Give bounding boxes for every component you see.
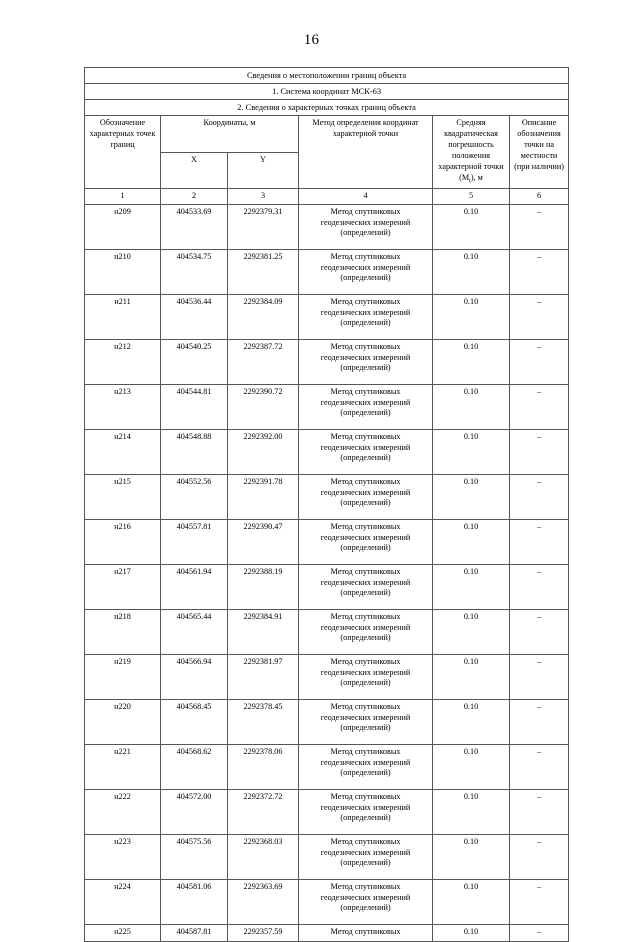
column-number-2: 2 bbox=[161, 188, 228, 204]
method-line-2: геодезических измерений bbox=[320, 847, 411, 857]
cell-mean-square-error: 0.10 bbox=[433, 654, 510, 699]
table-row bbox=[85, 699, 569, 744]
method-line-3: (определений) bbox=[340, 813, 391, 823]
method-line-1: Метод спутниковых bbox=[330, 431, 401, 441]
method-line-2: геодезических измерений bbox=[320, 622, 411, 632]
method-line-2: геодезических измерений bbox=[320, 442, 411, 452]
method-line-1: Метод спутниковых bbox=[330, 251, 401, 261]
method-line-1: Метод спутниковых bbox=[330, 341, 401, 351]
cell-method bbox=[299, 924, 433, 941]
table-row bbox=[85, 204, 569, 249]
cell-coord-y: 2292387.72 bbox=[228, 339, 299, 384]
cell-mean-square-error: 0.10 bbox=[433, 834, 510, 879]
cell-coord-y: 2292384.91 bbox=[228, 609, 299, 654]
cell-coord-y: 2292372.72 bbox=[228, 789, 299, 834]
cell-point-designation: н224 bbox=[85, 879, 161, 924]
cell-method bbox=[299, 879, 433, 924]
method-line-1: Метод спутниковых bbox=[330, 386, 401, 396]
header-coord-x: X bbox=[161, 152, 228, 188]
cell-point-designation: н209 bbox=[85, 204, 161, 249]
cell-description: – bbox=[510, 924, 569, 941]
cell-coord-x: 404581.06 bbox=[161, 879, 228, 924]
cell-description: – bbox=[510, 429, 569, 474]
cell-coord-y: 2292388.19 bbox=[228, 564, 299, 609]
cell-coord-x: 404557.81 bbox=[161, 519, 228, 564]
cell-mean-square-error: 0.10 bbox=[433, 564, 510, 609]
method-line-2: геодезических измерений bbox=[320, 217, 411, 227]
cell-mean-square-error: 0.10 bbox=[433, 474, 510, 519]
cell-coord-x: 404568.62 bbox=[161, 744, 228, 789]
cell-coord-y: 2292384.09 bbox=[228, 294, 299, 339]
section-2-row bbox=[85, 100, 569, 116]
table-row bbox=[85, 879, 569, 924]
column-number-row bbox=[85, 188, 569, 204]
boundary-points-table bbox=[84, 67, 569, 942]
cell-coord-x: 404566.94 bbox=[161, 654, 228, 699]
method-line-3: (определений) bbox=[340, 453, 391, 463]
method-line-2: геодезических измерений bbox=[320, 667, 411, 677]
cell-mean-square-error: 0.10 bbox=[433, 339, 510, 384]
cell-method bbox=[299, 699, 433, 744]
cell-point-designation: н222 bbox=[85, 789, 161, 834]
method-line-1: Метод спутниковых bbox=[330, 611, 401, 621]
cell-method bbox=[299, 789, 433, 834]
method-line-1: Метод спутниковых bbox=[330, 206, 401, 216]
cell-coord-y: 2292368.03 bbox=[228, 834, 299, 879]
header-mse-prefix: Средняя квадратическая погрешность положения характерной точки (М bbox=[438, 118, 504, 183]
cell-mean-square-error: 0.10 bbox=[433, 789, 510, 834]
table-title: Сведения о местоположении границ объекта bbox=[85, 68, 569, 84]
cell-description: – bbox=[510, 609, 569, 654]
cell-coord-y: 2292392.00 bbox=[228, 429, 299, 474]
cell-method bbox=[299, 249, 433, 294]
method-line-3: (определений) bbox=[340, 768, 391, 778]
table-row bbox=[85, 294, 569, 339]
method-line-3: (определений) bbox=[340, 408, 391, 418]
column-header-row bbox=[85, 116, 569, 152]
method-line-1: Метод спутниковых bbox=[330, 746, 401, 756]
cell-description: – bbox=[510, 564, 569, 609]
cell-method bbox=[299, 429, 433, 474]
cell-coord-x: 404565.44 bbox=[161, 609, 228, 654]
cell-point-designation: н216 bbox=[85, 519, 161, 564]
boundary-points-table-container bbox=[84, 67, 568, 936]
cell-point-designation: н213 bbox=[85, 384, 161, 429]
method-line-3: (определений) bbox=[340, 543, 391, 553]
header-mse-subscript: t bbox=[469, 178, 471, 185]
cell-coord-x: 404534.75 bbox=[161, 249, 228, 294]
cell-coord-y: 2292363.69 bbox=[228, 879, 299, 924]
table-data-body bbox=[85, 204, 569, 941]
cell-coord-x: 404568.45 bbox=[161, 699, 228, 744]
table-row bbox=[85, 339, 569, 384]
cell-coord-y: 2292378.06 bbox=[228, 744, 299, 789]
table-row bbox=[85, 744, 569, 789]
cell-coord-y: 2292390.72 bbox=[228, 384, 299, 429]
cell-method bbox=[299, 519, 433, 564]
cell-coord-x: 404533.69 bbox=[161, 204, 228, 249]
cell-coord-y: 2292381.97 bbox=[228, 654, 299, 699]
method-line-2: геодезических измерений bbox=[320, 712, 411, 722]
table-row bbox=[85, 564, 569, 609]
cell-method bbox=[299, 564, 433, 609]
cell-description: – bbox=[510, 384, 569, 429]
method-line-1: Метод спутниковых bbox=[330, 566, 401, 576]
header-description: Описание обозначения точки на местности (при наличии) bbox=[510, 116, 569, 189]
cell-mean-square-error: 0.10 bbox=[433, 384, 510, 429]
table-row bbox=[85, 654, 569, 699]
cell-point-designation: н214 bbox=[85, 429, 161, 474]
cell-point-designation: н220 bbox=[85, 699, 161, 744]
cell-coord-x: 404536.44 bbox=[161, 294, 228, 339]
cell-method bbox=[299, 384, 433, 429]
method-line-2: геодезических измерений bbox=[320, 532, 411, 542]
method-line-1: Метод спутниковых bbox=[330, 656, 401, 666]
method-line-3: (определений) bbox=[340, 588, 391, 598]
cell-coord-x: 404552.56 bbox=[161, 474, 228, 519]
cell-coord-y: 2292378.45 bbox=[228, 699, 299, 744]
cell-description: – bbox=[510, 654, 569, 699]
table-row bbox=[85, 249, 569, 294]
header-mean-square-error bbox=[433, 116, 510, 189]
cell-method bbox=[299, 744, 433, 789]
cell-mean-square-error: 0.10 bbox=[433, 249, 510, 294]
method-line-2: геодезических измерений bbox=[320, 307, 411, 317]
cell-mean-square-error: 0.10 bbox=[433, 924, 510, 941]
method-line-2: геодезических измерений bbox=[320, 757, 411, 767]
method-line-1: Метод спутниковых bbox=[330, 881, 401, 891]
cell-method bbox=[299, 294, 433, 339]
cell-coord-x: 404587.81 bbox=[161, 924, 228, 941]
method-line-3: (определений) bbox=[340, 903, 391, 913]
cell-point-designation: н211 bbox=[85, 294, 161, 339]
characteristic-points-section-label: 2. Сведения о характерных точках границ объекта bbox=[85, 100, 569, 116]
cell-coord-x: 404540.25 bbox=[161, 339, 228, 384]
table-row bbox=[85, 924, 569, 941]
cell-mean-square-error: 0.10 bbox=[433, 744, 510, 789]
cell-description: – bbox=[510, 519, 569, 564]
column-number-4: 4 bbox=[299, 188, 433, 204]
cell-mean-square-error: 0.10 bbox=[433, 699, 510, 744]
method-line-2: геодезических измерений bbox=[320, 577, 411, 587]
method-line-3: (определений) bbox=[340, 228, 391, 238]
cell-coord-y: 2292379.31 bbox=[228, 204, 299, 249]
method-line-1: Метод спутниковых bbox=[330, 926, 401, 936]
method-line-3: (определений) bbox=[340, 318, 391, 328]
cell-method bbox=[299, 834, 433, 879]
cell-coord-x: 404575.56 bbox=[161, 834, 228, 879]
cell-method bbox=[299, 654, 433, 699]
cell-coord-y: 2292390.47 bbox=[228, 519, 299, 564]
cell-coord-x: 404548.88 bbox=[161, 429, 228, 474]
header-mse-suffix: ), м bbox=[470, 173, 483, 183]
table-row bbox=[85, 384, 569, 429]
section-1-row bbox=[85, 84, 569, 100]
method-line-1: Метод спутниковых bbox=[330, 836, 401, 846]
cell-mean-square-error: 0.10 bbox=[433, 609, 510, 654]
table-row bbox=[85, 474, 569, 519]
cell-description: – bbox=[510, 789, 569, 834]
cell-coord-x: 404544.81 bbox=[161, 384, 228, 429]
cell-point-designation: н221 bbox=[85, 744, 161, 789]
header-point-designation: Обозначение характерных точек границ bbox=[85, 116, 161, 189]
cell-description: – bbox=[510, 699, 569, 744]
method-line-1: Метод спутниковых bbox=[330, 791, 401, 801]
cell-method bbox=[299, 474, 433, 519]
cell-point-designation: н219 bbox=[85, 654, 161, 699]
header-method: Метод определения координат характерной точки bbox=[299, 116, 433, 189]
table-row bbox=[85, 609, 569, 654]
cell-point-designation: н225 bbox=[85, 924, 161, 941]
method-line-2: геодезических измерений bbox=[320, 487, 411, 497]
cell-method bbox=[299, 609, 433, 654]
cell-description: – bbox=[510, 879, 569, 924]
table-row bbox=[85, 789, 569, 834]
cell-mean-square-error: 0.10 bbox=[433, 429, 510, 474]
coordinate-system-label: 1. Система координат МСК-63 bbox=[85, 84, 569, 100]
cell-mean-square-error: 0.10 bbox=[433, 879, 510, 924]
header-coordinates-group: Координаты, м bbox=[161, 116, 299, 152]
method-line-3: (определений) bbox=[340, 723, 391, 733]
cell-point-designation: н212 bbox=[85, 339, 161, 384]
cell-mean-square-error: 0.10 bbox=[433, 204, 510, 249]
method-line-3: (определений) bbox=[340, 858, 391, 868]
cell-description: – bbox=[510, 294, 569, 339]
method-line-2: геодезических измерений bbox=[320, 802, 411, 812]
cell-point-designation: н217 bbox=[85, 564, 161, 609]
cell-point-designation: н215 bbox=[85, 474, 161, 519]
cell-description: – bbox=[510, 744, 569, 789]
method-line-3: (определений) bbox=[340, 498, 391, 508]
page-number: 16 bbox=[303, 32, 320, 48]
column-number-1: 1 bbox=[85, 188, 161, 204]
cell-description: – bbox=[510, 474, 569, 519]
cell-point-designation: н223 bbox=[85, 834, 161, 879]
method-line-1: Метод спутниковых bbox=[330, 296, 401, 306]
method-line-1: Метод спутниковых bbox=[330, 701, 401, 711]
cell-description: – bbox=[510, 249, 569, 294]
column-number-5: 5 bbox=[433, 188, 510, 204]
cell-method bbox=[299, 339, 433, 384]
cell-coord-x: 404572.00 bbox=[161, 789, 228, 834]
method-line-2: геодезических измерений bbox=[320, 397, 411, 407]
cell-mean-square-error: 0.10 bbox=[433, 294, 510, 339]
method-line-3: (определений) bbox=[340, 633, 391, 643]
header-coord-y: Y bbox=[228, 152, 299, 188]
method-line-3: (определений) bbox=[340, 273, 391, 283]
method-line-2: геодезических измерений bbox=[320, 262, 411, 272]
cell-mean-square-error: 0.10 bbox=[433, 519, 510, 564]
cell-description: – bbox=[510, 834, 569, 879]
method-line-2: геодезических измерений bbox=[320, 352, 411, 362]
cell-coord-y: 2292357.59 bbox=[228, 924, 299, 941]
table-title-row bbox=[85, 68, 569, 84]
column-number-6: 6 bbox=[510, 188, 569, 204]
table-row bbox=[85, 519, 569, 564]
cell-description: – bbox=[510, 204, 569, 249]
table-row bbox=[85, 429, 569, 474]
cell-method bbox=[299, 204, 433, 249]
cell-coord-x: 404561.94 bbox=[161, 564, 228, 609]
method-line-2: геодезических измерений bbox=[320, 892, 411, 902]
cell-description: – bbox=[510, 339, 569, 384]
cell-point-designation: н210 bbox=[85, 249, 161, 294]
cell-coord-y: 2292391.78 bbox=[228, 474, 299, 519]
method-line-3: (определений) bbox=[340, 363, 391, 373]
column-number-3: 3 bbox=[228, 188, 299, 204]
method-line-3: (определений) bbox=[340, 678, 391, 688]
cell-coord-y: 2292381.25 bbox=[228, 249, 299, 294]
method-line-1: Метод спутниковых bbox=[330, 521, 401, 531]
table-row bbox=[85, 834, 569, 879]
method-line-1: Метод спутниковых bbox=[330, 476, 401, 486]
cell-point-designation: н218 bbox=[85, 609, 161, 654]
